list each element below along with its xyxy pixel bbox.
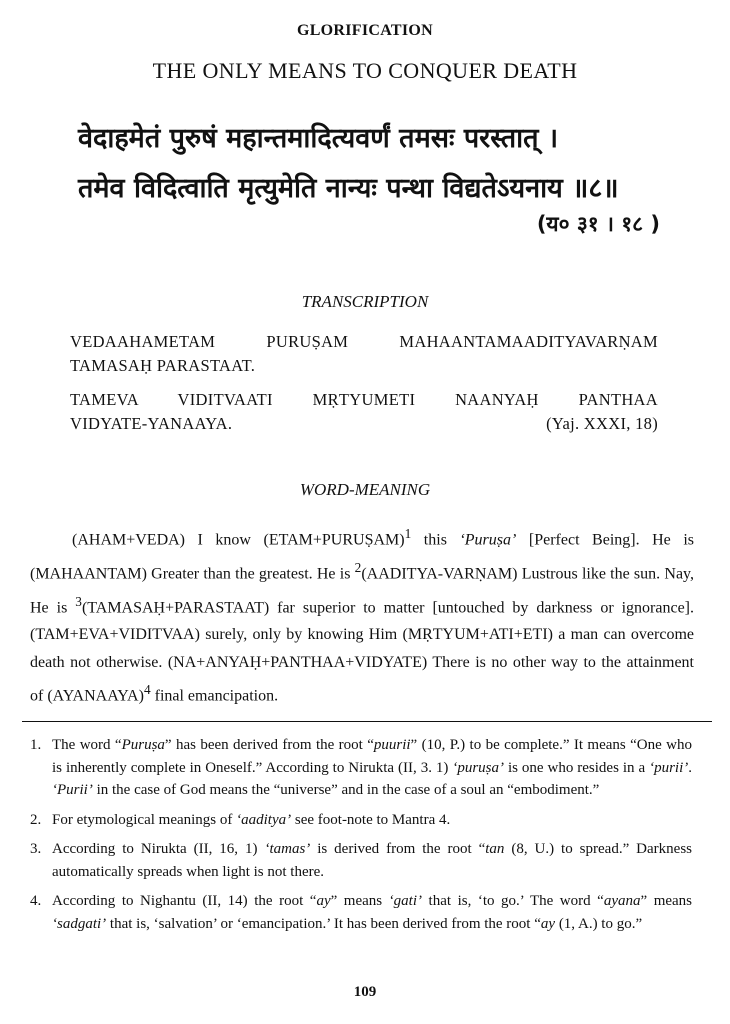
sanskrit-reference: (य० ३१ । १८ ) [536,212,660,236]
note-segment: in the case of God means the “universe” and in the case of a soul an “embodiment.” [92,782,600,798]
transcription-reference: (Yaj. XXXI, 18) [546,414,658,433]
transcription-line: TAMEVA VIDITVAATI MṚTYUMETI NAANYAḤ PANTHAA [70,390,658,409]
note-segment: ‘purii’ [649,759,689,776]
footnote-4 [30,890,692,935]
note-segment: ‘aaditya’ [236,811,292,828]
note-segment: (1, A.) to go.” [555,915,643,932]
note-segment: According to Nighantu (II, 14) the root “ [52,893,317,909]
note-segment: ‘puruṣa’ [452,759,504,776]
note-segment: ” means [640,893,693,909]
note-segment: ” means [330,893,389,909]
note-segment: puurii [373,737,411,753]
sanskrit-line-2: तमेव विदित्वाति मृत्युमेति नान्यः पन्था विद्यतेऽयनाय ॥८॥ [78,173,619,204]
footnote-marker: 1 [404,526,412,541]
transcription-verse-2 [70,388,658,436]
meaning-segment: (AADITYA-VARṆAM) Lustrous like the sun. Nay, He is [30,565,695,616]
note-segment: tan [485,841,505,857]
note-segment: ” has been derived from the root “ [164,737,374,753]
footnote-1 [30,734,692,802]
note-segment: ayana [603,893,641,909]
meaning-segment: ‘Puruṣa’ [459,531,517,549]
transcription-line: VEDAAHAMETAM PURUṢAM MAHAANTAMAADITYAVARṆAM [70,332,658,351]
note-segment: ” (10, P.) to be complete.” It means “One who is inherently complete in Oneself.” According to Nirukta (II, 3. 1) [52,737,692,776]
transcription-line: TAMASAḤ PARASTAAT. [70,356,256,375]
footnote-divider [22,721,712,722]
note-segment: . [688,759,692,776]
section-heading: GLORIFICATION [296,22,434,39]
note-segment: ‘sadgati’ [52,915,107,932]
word-meaning-paragraph [30,520,694,710]
word-meaning-text [30,520,694,710]
note-segment: ‘gati’ [388,893,422,909]
note-segment: ‘Purii’ [52,782,93,798]
note-segment: (8, U.) to spread.” Darkness automatically spreads when light is not there. [52,841,692,880]
note-segment: ay [540,915,556,932]
footnote-marker: 2 [354,559,362,575]
footnote-number: 3. [30,841,42,857]
meaning-segment: this [411,531,460,549]
note-segment: For etymological meanings of [52,811,237,828]
meaning-segment: (TAMASAḤ+PARASTAAT) far superior to matter [untouched by darkness or ignorance]. (TAM+EVA+VIDITVAA) surely, only by knowing Him (MṚTYUM+ATI+ETI) a man can overcome death not otherwise. (NA+ANYAḤ+PANTHAA+VIDYATE) There is no other way to the attainment of (AYANAAYA) [30,598,695,705]
page-number: 109 [353,984,377,1000]
meaning-segment: final emancipation. [150,687,279,705]
footnote-3 [30,838,692,883]
footnote-marker: 3 [75,593,82,609]
footnotes [30,734,692,942]
note-segment: The word “ [52,737,122,753]
footnote-number: 1. [30,737,42,753]
transcription-heading: TRANSCRIPTION [301,292,429,311]
note-segment: is one who resides in a [504,759,650,776]
meaning-segment: [Perfect Being]. He is (MAHAANTAM) Greater than the greatest. He is [30,531,694,583]
sanskrit-line-1: वेदाहमेतं पुरुषं महान्तमादित्यवर्णं तमसः परस्तात् । [78,123,559,154]
footnote-number: 2. [30,811,42,828]
note-segment: ‘tamas’ [264,841,311,857]
meaning-segment: (AHAM+VEDA) I know (ETAM+PURUṢAM) [72,531,405,549]
footnote-number: 4. [30,893,42,909]
note-segment: that is, ‘to go.’ The word “ [422,893,604,909]
footnote-marker: 4 [143,682,151,698]
note-segment: Puruṣa [121,737,165,753]
transcription-verse-1 [70,330,658,378]
mantra-title: THE ONLY MEANS TO CONQUER DEATH [152,58,578,83]
word-meaning-heading: WORD-MEANING [299,480,431,499]
footnote-2 [30,809,692,832]
note-segment: ay [316,893,331,909]
note-segment: see foot-note to Mantra 4. [291,811,451,828]
note-segment: is derived from the root “ [310,841,486,857]
note-segment: According to Nirukta (II, 16, 1) [52,841,265,857]
transcription-line: VIDYATE-YANAAYA. [70,414,233,433]
note-segment: that is, ‘salvation’ or ‘emancipation.’ It has been derived from the root “ [106,915,541,932]
